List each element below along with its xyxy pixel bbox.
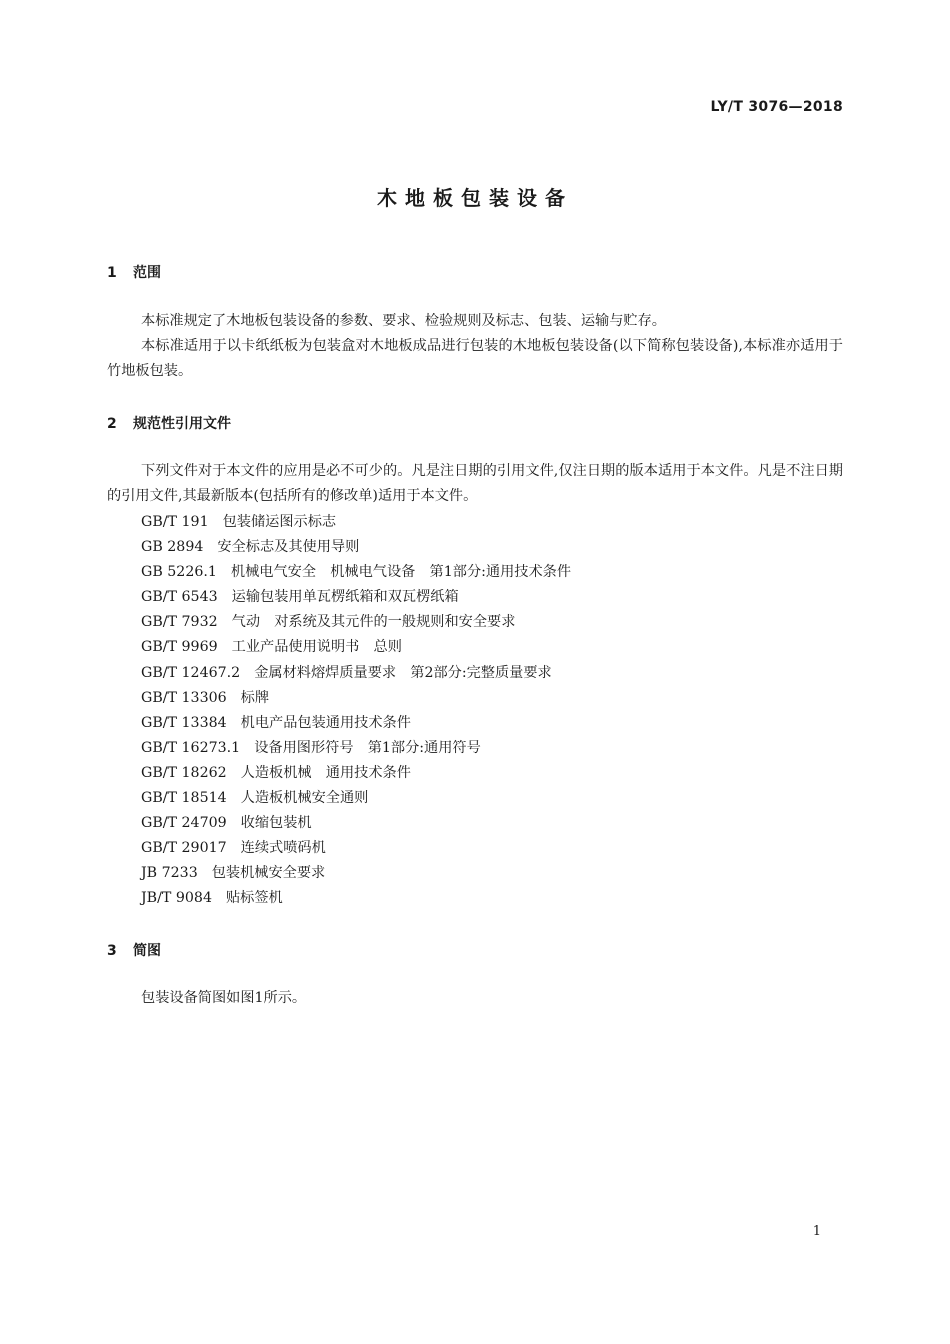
reference-code: JB/T 9084	[141, 890, 212, 907]
list-item	[141, 761, 571, 786]
list-item	[141, 736, 571, 761]
list-item	[141, 535, 571, 560]
list-item	[141, 786, 571, 811]
reference-code: GB/T 24709	[141, 815, 227, 832]
section-title: 简图	[133, 943, 161, 959]
paragraph: 本标准适用于以卡纸纸板为包装盒对木地板成品进行包装的木地板包装设备(以下简称包装设备),本标准亦适用于竹地板包装。	[107, 338, 843, 379]
page-number: 1	[812, 1224, 821, 1239]
reference-code: GB/T 9969	[141, 639, 218, 656]
reference-title: 连续式喷码机	[240, 840, 326, 857]
reference-code: GB/T 13384	[141, 714, 227, 731]
section-number: 3	[107, 943, 117, 959]
document-title: 木地板包装设备	[377, 186, 573, 210]
reference-code: GB/T 18262	[141, 764, 227, 781]
reference-title: 机械电气安全 机械电气设备 第1部分:通用技术条件	[230, 564, 572, 581]
reference-list	[141, 510, 571, 912]
section-heading-normative-references	[107, 413, 231, 433]
reference-code: GB/T 12467.2	[141, 664, 241, 681]
list-item	[141, 861, 571, 886]
reference-title: 运输包装用单瓦楞纸箱和双瓦楞纸箱	[231, 589, 459, 606]
list-item	[141, 635, 571, 660]
section-number: 2	[107, 416, 117, 432]
section-heading-diagram	[107, 940, 161, 960]
reference-title: 金属材料熔焊质量要求 第2部分:完整质量要求	[254, 664, 552, 681]
reference-title: 包装储运图示标志	[222, 514, 337, 530]
list-item	[141, 560, 571, 585]
reference-code: GB/T 191	[141, 514, 209, 530]
list-item	[141, 585, 571, 610]
reference-code: GB/T 29017	[141, 840, 227, 857]
paragraph: 包装设备简图如图1所示。	[141, 990, 307, 1006]
reference-code: GB 5226.1	[141, 564, 217, 581]
section-number: 1	[107, 265, 117, 281]
reference-code: GB/T 7932	[141, 614, 218, 631]
list-item	[141, 836, 571, 861]
section-title: 范围	[133, 265, 161, 281]
reference-title: 气动 对系统及其元件的一般规则和安全要求	[231, 614, 516, 631]
list-item	[141, 811, 571, 836]
reference-title: 收缩包装机	[240, 815, 312, 832]
reference-title: 贴标签机	[225, 890, 283, 907]
reference-title: 安全标志及其使用导则	[217, 539, 360, 556]
reference-title: 工业产品使用说明书 总则	[231, 639, 402, 656]
section-title: 规范性引用文件	[133, 416, 231, 432]
list-item	[141, 686, 571, 711]
reference-title: 设备用图形符号 第1部分:通用符号	[254, 739, 481, 756]
list-item	[141, 711, 571, 736]
reference-title: 人造板机械 通用技术条件	[240, 764, 411, 781]
reference-code: GB/T 6543	[141, 589, 218, 606]
reference-code: GB/T 16273.1	[141, 739, 241, 756]
list-item	[141, 886, 571, 911]
reference-title: 机电产品包装通用技术条件	[240, 714, 411, 731]
list-item	[141, 661, 571, 686]
reference-title: 标牌	[240, 689, 270, 706]
list-item	[141, 510, 571, 535]
list-item	[141, 610, 571, 635]
reference-title: 包装机械安全要求	[211, 865, 326, 882]
reference-code: GB/T 13306	[141, 689, 227, 706]
reference-code: JB 7233	[141, 865, 198, 882]
paragraph: 下列文件对于本文件的应用是必不可少的。凡是注日期的引用文件,仅注日期的版本适用于本文件。凡是不注日期的引用文件,其最新版本(包括所有的修改单)适用于本文件。	[107, 463, 843, 504]
standard-number: LY/T 3076—2018	[710, 99, 843, 115]
reference-title: 人造板机械安全通则	[240, 790, 369, 807]
paragraph: 本标准规定了木地板包装设备的参数、要求、检验规则及标志、包装、运输与贮存。	[141, 313, 666, 329]
section-heading-scope	[107, 262, 161, 282]
reference-code: GB 2894	[141, 539, 204, 556]
reference-code: GB/T 18514	[141, 790, 227, 807]
